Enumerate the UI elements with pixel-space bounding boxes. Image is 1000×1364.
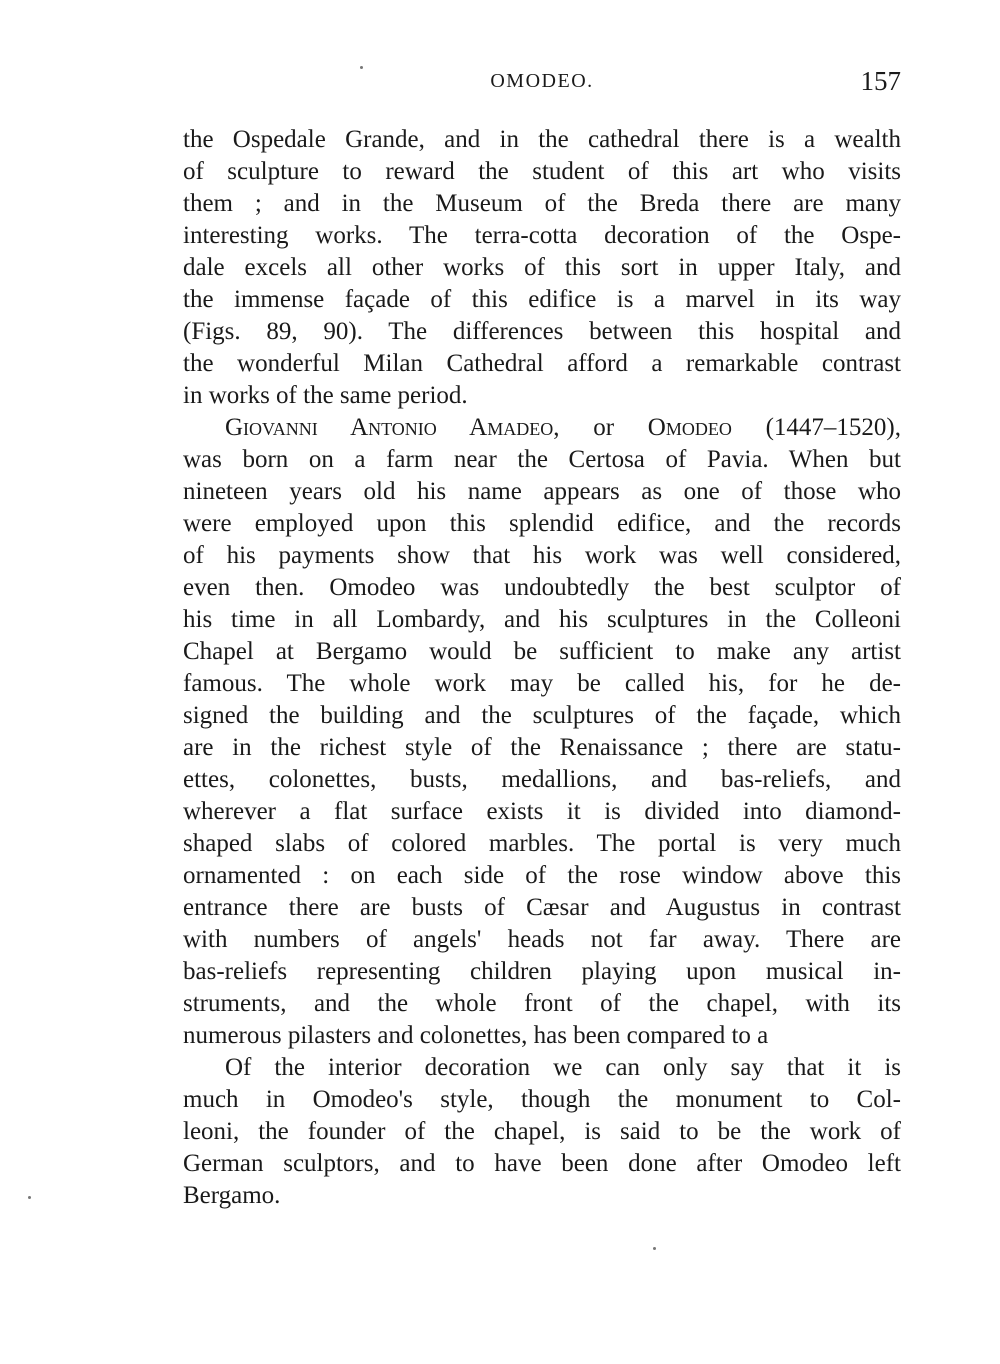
name-smallcaps: Giovanni Antonio Amadeo, (225, 414, 560, 441)
text-line: shaped slabs of colored marbles. The portal is very much (183, 830, 901, 857)
text-line: Chapel at Bergamo would be sufficient to make any artist (183, 638, 901, 665)
text-line: ornamented : on each side of the rose window above this (183, 862, 901, 889)
paragraph-3 (183, 1052, 901, 1212)
text-line: the wonderful Milan Cathedral afford a remarkable contrast (183, 350, 901, 377)
name-smallcaps-2: Omodeo (647, 414, 732, 441)
text-line: was born on a farm near the Certosa of Pavia. When but (183, 446, 901, 473)
text-line: (Figs. 89, 90). The differences between this hospital and (183, 318, 901, 345)
text-line: his time in all Lombardy, and his sculptures in the Colleoni (183, 606, 901, 633)
text-line: in works of the same period. (183, 382, 468, 409)
running-title: OMODEO. (490, 70, 594, 92)
page-number: 157 (860, 66, 901, 96)
text-line: of sculpture to reward the student of this art who visits (183, 158, 901, 185)
paragraph-1 (183, 124, 901, 412)
text-line: signed the building and the sculptures of the façade, which (183, 702, 901, 729)
scan-speck (28, 1196, 31, 1199)
text-line: dale excels all other works of this sort in upper Italy, and (183, 254, 901, 281)
text-line: the Ospedale Grande, and in the cathedral there is a wealth (183, 126, 901, 153)
text-line: of his payments show that his work was well considered, (183, 542, 901, 569)
scan-speck (360, 66, 363, 69)
text-line: struments, and the whole front of the chapel, with its (183, 990, 901, 1017)
name-connector: or (559, 414, 648, 441)
running-head (183, 66, 901, 102)
text-line-opening (183, 412, 901, 444)
text-line: bas-reliefs representing children playing upon musical in- (183, 958, 901, 985)
text-line: even then. Omodeo was undoubtedly the best sculptor of (183, 574, 901, 601)
text-line: interesting works. The terra-cotta decoration of the Ospe- (183, 222, 901, 249)
text-line: German sculptors, and to have been done after Omodeo left (183, 1150, 901, 1177)
text-line: ettes, colonettes, busts, medallions, and bas-reliefs, and (183, 766, 901, 793)
text-line: famous. The whole work may be called his, for he de- (183, 670, 901, 697)
text-line: Bergamo. (183, 1182, 281, 1209)
text-line: were employed upon this splendid edifice, and the records (183, 510, 901, 537)
name-dates: (1447–1520), (731, 414, 902, 441)
paragraph-2 (183, 412, 901, 1052)
text-line: much in Omodeo's style, though the monument to Col- (183, 1086, 901, 1113)
scan-speck (653, 1247, 656, 1250)
body-text (183, 124, 901, 1212)
text-line: them ; and in the Museum of the Breda there are many (183, 190, 901, 217)
text-line: nineteen years old his name appears as one of those who (183, 478, 901, 505)
text-line: entrance there are busts of Cæsar and Augustus in contrast (183, 894, 901, 921)
text-line: Of the interior decoration we can only say that it is (225, 1054, 901, 1081)
text-line: with numbers of angels' heads not far away. There are (183, 926, 901, 953)
text-line: are in the richest style of the Renaissance ; there are statu- (183, 734, 901, 761)
text-line: wherever a flat surface exists it is divided into diamond- (183, 798, 901, 825)
text-line: numerous pilasters and colonettes, has been compared to a (183, 1022, 769, 1049)
text-line: leoni, the founder of the chapel, is said to be the work of (183, 1118, 901, 1145)
text-line: the immense façade of this edifice is a marvel in its way (183, 286, 901, 313)
